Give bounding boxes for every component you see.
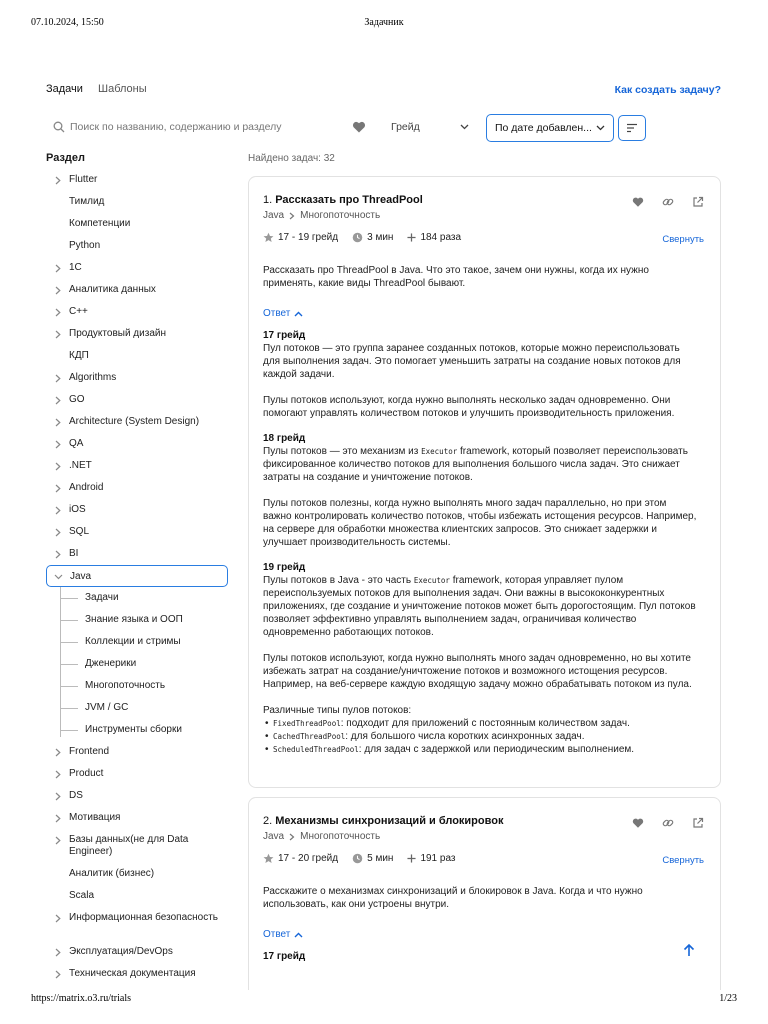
sidebar-item-label: Architecture (System Design): [69, 416, 200, 427]
sidebar-chevron: [46, 174, 69, 186]
chevron-right-icon: [55, 396, 61, 405]
answer-paragraph: Пулы потоков используют, когда нужно выполнять много задач одновременно, но вы хотите избежать затрат на создание/уничтожение потоков и возможного истощения ресурсов. Например, на веб-сервере каждую входящую задачу можно обрабатывать потоком из пула.: [263, 653, 692, 690]
task-card: [248, 797, 721, 990]
task-title-text: Рассказать про ThreadPool: [275, 194, 423, 206]
sidebar-chevron: [46, 768, 69, 780]
task-card: [248, 176, 721, 788]
sidebar-chevron: [46, 912, 69, 924]
sidebar-item-информационная-безопасность[interactable]: [46, 907, 228, 941]
task-time: 3 мин: [367, 232, 394, 243]
sidebar-chevron: [46, 262, 69, 274]
answer-grade-17: [263, 329, 697, 420]
print-page-number: 1/23: [719, 993, 737, 1004]
pool-types-list: [263, 717, 697, 756]
sidebar-item-аналитик-бизнес[interactable]: [46, 863, 228, 885]
sidebar-item-label: BI: [69, 548, 79, 559]
chevron-right-icon: [55, 418, 61, 427]
sidebar-item-техническая-документация[interactable]: [46, 963, 228, 985]
sidebar-item-android[interactable]: [46, 477, 228, 499]
sidebar-chevron: [46, 968, 69, 980]
chevron-down-icon: [596, 125, 605, 131]
sidebar-title: Раздел: [46, 152, 85, 164]
sidebar-item-label: Тимлид: [69, 196, 105, 207]
list-item-text: : для большого числа коротких асинхронных задач.: [345, 731, 585, 742]
answer-paragraph: Пулы потоков используют, когда нужно выполнять несколько задач одновременно. Они помогают управлять количеством потоков и улучшить производительность приложения.: [263, 395, 675, 419]
sidebar-chevron: [46, 350, 69, 362]
answer-toggle-label: Ответ: [263, 308, 291, 319]
sidebar-chevron: [46, 504, 69, 516]
sort-icon: [626, 123, 638, 133]
grade-heading: 19 грейд: [263, 562, 306, 573]
sidebar-item-python[interactable]: [46, 235, 228, 257]
breadcrumb-lang[interactable]: Java: [263, 831, 285, 842]
sidebar-item-go[interactable]: [46, 389, 228, 411]
chevron-right-icon: [55, 550, 61, 559]
sidebar-item-label: Frontend: [69, 746, 110, 757]
sidebar-item-label: Компетенции: [69, 218, 131, 229]
sidebar-chevron: [46, 460, 69, 472]
sidebar-chevron: [46, 946, 69, 958]
link-icon[interactable]: [662, 817, 674, 829]
sidebar-item-компетенции[interactable]: [46, 213, 228, 235]
sidebar-chevron: [46, 438, 69, 450]
how-to-create-link[interactable]: Как создать задачу?: [614, 84, 721, 96]
sidebar-item-c[interactable]: [46, 301, 228, 323]
chevron-down-icon: [54, 574, 63, 580]
code-inline: FixedThreadPool: [273, 719, 341, 728]
sidebar-item-architecture-system-design[interactable]: [46, 411, 228, 433]
chevron-right-icon: [55, 770, 61, 779]
chevron-right-icon: [55, 792, 61, 801]
sidebar-chevron: [46, 868, 69, 880]
task-question: Расскажите о механизмах синхронизаций и блокировок в Java. Когда и что нужно использовать, как они устроены внутри.: [263, 886, 643, 910]
task-meta: [263, 232, 475, 243]
chevron-right-icon: [55, 462, 61, 471]
chevron-right-icon: [55, 914, 61, 923]
sort-select-label: По дате добавлен...: [495, 122, 592, 134]
task-grade: 17 - 20 грейд: [278, 853, 339, 864]
breadcrumb-topic[interactable]: Многопоточность: [300, 210, 381, 221]
task-title[interactable]: [263, 815, 503, 827]
sidebar-item-sql[interactable]: [46, 521, 228, 543]
answer-grade-17: [263, 950, 697, 963]
sort-select[interactable]: [486, 114, 614, 142]
sidebar-chevron: [46, 812, 69, 824]
chevron-right-icon: [55, 440, 61, 449]
chevron-right-icon: [55, 484, 61, 493]
sidebar-chevron: [46, 328, 69, 340]
breadcrumb-topic[interactable]: Многопоточность: [300, 831, 381, 842]
sidebar-chevron: [46, 284, 69, 296]
task-time: 5 мин: [367, 853, 394, 864]
top-tabs: [46, 83, 159, 95]
sidebar-item-algorithms[interactable]: [46, 367, 228, 389]
task-views: 191 раз: [420, 853, 456, 864]
task-question: Рассказать про ThreadPool в Java. Что это такое, зачем они нужны, когда их нужно применять, какие виды ThreadPool бывают.: [263, 265, 649, 289]
task-actions: [632, 196, 704, 208]
print-footer: [0, 993, 768, 1007]
sidebar-subitem[interactable]: Инструменты сборки: [46, 719, 228, 741]
sidebar-item-qa[interactable]: [46, 433, 228, 455]
sidebar-chevron: [46, 482, 69, 494]
collapse-button[interactable]: Свернуть: [662, 855, 704, 866]
search-input[interactable]: [70, 121, 340, 133]
sidebar: [46, 169, 228, 985]
sidebar-item-label: GO: [69, 394, 85, 405]
code-inline: CachedThreadPool: [273, 732, 346, 741]
sidebar-item-label: Python: [69, 240, 101, 251]
sidebar-item-label: Мотивация: [69, 812, 121, 823]
sidebar-item-label: Базы данных(не для Data Engineer): [69, 834, 189, 857]
sidebar-item-эксплуатация-devops[interactable]: [46, 941, 228, 963]
sidebar-chevron: [46, 834, 69, 846]
sidebar-chevron: [46, 394, 69, 406]
chevron-right-icon: [289, 212, 295, 220]
chevron-right-icon: [55, 286, 61, 295]
task-number: 2.: [263, 815, 273, 827]
chevron-right-icon: [55, 330, 61, 339]
sidebar-chevron: [46, 196, 69, 208]
sidebar-item-label: КДП: [69, 350, 89, 361]
tab-templates[interactable]: Шаблоны: [98, 83, 147, 95]
sidebar-item-net[interactable]: [46, 455, 228, 477]
sidebar-item-product[interactable]: [46, 763, 228, 785]
chevron-right-icon: [289, 833, 295, 841]
search-icon: [53, 121, 65, 133]
answer-text: Пулы потоков — это механизм из: [263, 446, 422, 457]
answer-paragraph: [263, 574, 697, 639]
sidebar-item-label: Продуктовый дизайн: [69, 328, 166, 339]
sidebar-item-label: Аналитика данных: [69, 284, 156, 295]
scroll-to-top-icon[interactable]: [682, 943, 696, 957]
link-icon[interactable]: [662, 196, 674, 208]
sidebar-chevron: [46, 890, 69, 902]
sidebar-chevron: [46, 240, 69, 252]
task-title-text: Механизмы синхронизаций и блокировок: [275, 815, 504, 827]
collapse-button[interactable]: Свернуть: [662, 234, 704, 245]
sidebar-item-label: Эксплуатация/DevOps: [69, 946, 173, 957]
sidebar-chevron: [46, 218, 69, 230]
task-meta: [263, 853, 470, 864]
sidebar-chevron: [46, 306, 69, 318]
sidebar-item-продуктовый-дизайн[interactable]: [46, 323, 228, 345]
chevron-right-icon: [55, 264, 61, 273]
answer-text: framework, которая управляет пулом переиспользуемых потоков для выполнения задач. Они важны в высококонкурентных приложениях, где создание и уничтожение потоков может быть дорогостоящим. Пул потоков позволяет эффективно управлять выполнением задач, ограничивая количество одновременно работающих потоков.: [263, 575, 696, 638]
code-inline: Executor: [413, 576, 450, 585]
chevron-right-icon: [55, 176, 61, 185]
answer-paragraph: Пулы потоков полезны, когда нужно выполнять много задач параллельно, но при этом важно контролировать количество потоков, чтобы избежать истощения ресурсов. Например, на сервере для обработки множества клиентских запросов. Это снижает задержки и улучшает производительность системы.: [263, 498, 697, 548]
chevron-right-icon: [55, 374, 61, 383]
chevron-right-icon: [55, 528, 61, 537]
sidebar-subitem[interactable]: Дженерики: [46, 653, 228, 675]
chevron-right-icon: [55, 748, 61, 757]
sidebar-item-ds[interactable]: [46, 785, 228, 807]
answer-toggle[interactable]: [263, 929, 303, 940]
sidebar-item-label: Algorithms: [69, 372, 117, 383]
clock-icon: [352, 232, 363, 243]
chevron-up-icon: [294, 311, 303, 317]
sidebar-item-аналитика-данных[interactable]: [46, 279, 228, 301]
sidebar-chevron: [46, 746, 69, 758]
chevron-right-icon: [55, 308, 61, 317]
chevron-up-icon: [294, 932, 303, 938]
list-item-text: : подходит для приложений с постоянным количеством задач.: [340, 718, 630, 729]
sidebar-item-scala[interactable]: [46, 885, 228, 907]
chevron-right-icon: [55, 506, 61, 515]
sidebar-subitem[interactable]: JVM / GC: [46, 697, 228, 719]
sidebar-item-label: iOS: [69, 504, 86, 515]
answer-paragraph: Различные типы пулов потоков:: [263, 705, 412, 716]
sidebar-subitem[interactable]: Коллекции и стримы: [46, 631, 228, 653]
chevron-right-icon: [55, 948, 61, 957]
sidebar-item-label: SQL: [69, 526, 90, 537]
sidebar-item-ios[interactable]: [46, 499, 228, 521]
found-count: Найдено задач: 32: [248, 153, 335, 164]
sidebar-chevron: [46, 416, 69, 428]
task-views: 184 раза: [420, 232, 462, 243]
list-item-text: : для задач с задержкой или периодическим выполнением.: [358, 744, 635, 755]
breadcrumb: [263, 210, 380, 221]
heart-icon[interactable]: [632, 196, 644, 208]
answer-grade-18: [263, 432, 697, 549]
sidebar-item-label: C++: [69, 306, 88, 317]
breadcrumb: [263, 831, 380, 842]
sidebar-chevron: [46, 372, 69, 384]
answer-paragraph: [263, 445, 697, 484]
print-datetime: 07.10.2024, 15:50: [31, 17, 104, 28]
sidebar-item-label: Техническая документация: [69, 968, 196, 979]
list-item: [263, 730, 697, 743]
star-icon: [263, 853, 274, 864]
code-inline: Executor: [421, 447, 458, 456]
print-doc-title: Задачник: [364, 17, 404, 28]
sidebar-item-1с[interactable]: [46, 257, 228, 279]
chevron-right-icon: [55, 814, 61, 823]
tab-tasks[interactable]: Задачи: [46, 83, 83, 95]
clock-icon: [352, 853, 363, 864]
sidebar-item-frontend[interactable]: [46, 741, 228, 763]
sidebar-item-label: 1С: [69, 262, 82, 273]
answer-paragraph: Пул потоков — это группа заранее созданных потоков, которые можно переиспользовать для выполнения задач. Это помогает уменьшить затраты на создание новых потоков для каждой задачи.: [263, 343, 681, 380]
answer-text: framework, который позволяет переиспользовать фиксированное количество потоков для выполнения большого числа задач. Это снижает затраты на создание и уничтожение потоков.: [263, 446, 688, 483]
grade-heading: 18 грейд: [263, 433, 306, 444]
heart-icon[interactable]: [632, 817, 644, 829]
plus-icon: [407, 854, 416, 863]
sidebar-subitem[interactable]: Многопоточность: [46, 675, 228, 697]
list-item: [263, 743, 697, 756]
sidebar-item-label: Product: [69, 768, 104, 779]
sidebar-item-java[interactable]: [46, 565, 228, 587]
external-link-icon[interactable]: [692, 817, 704, 829]
print-header: [0, 17, 768, 31]
task-grade: 17 - 19 грейд: [278, 232, 339, 243]
sidebar-item-label: Java: [70, 571, 92, 582]
sidebar-chevron: [46, 548, 69, 560]
search-bar: [53, 119, 343, 135]
sidebar-item-label: Android: [69, 482, 104, 493]
sidebar-item-тимлид[interactable]: [46, 191, 228, 213]
breadcrumb-lang[interactable]: Java: [263, 210, 285, 221]
star-icon: [263, 232, 274, 243]
sidebar-item-label: Scala: [69, 890, 95, 901]
sidebar-item-label: .NET: [69, 460, 92, 471]
sidebar-chevron: [47, 571, 70, 583]
answer-grade-19: [263, 561, 697, 756]
task-title[interactable]: [263, 194, 423, 206]
print-url: https://matrix.o3.ru/trials: [31, 993, 131, 1004]
sidebar-subitem[interactable]: Задачи: [46, 587, 228, 609]
chevron-down-icon: [460, 124, 469, 130]
sidebar-item-label: Аналитик (бизнес): [69, 868, 155, 879]
list-item: [263, 717, 697, 730]
grade-select[interactable]: [391, 119, 469, 135]
sidebar-item-базы-данных-не-для-data-engineer[interactable]: [46, 829, 228, 863]
sidebar-item-flutter[interactable]: [46, 169, 228, 191]
heart-filter-icon[interactable]: [352, 121, 366, 133]
sidebar-chevron: [46, 526, 69, 538]
sidebar-item-мотивация[interactable]: [46, 807, 228, 829]
task-number: 1.: [263, 194, 273, 206]
sidebar-subitems: [46, 587, 228, 741]
sidebar-item-label: Flutter: [69, 174, 98, 185]
answer-toggle[interactable]: [263, 308, 303, 319]
answer-toggle-label: Ответ: [263, 929, 291, 940]
answer-text: Пулы потоков в Java - это часть: [263, 575, 414, 586]
sidebar-item-label: QA: [69, 438, 84, 449]
sort-order-button[interactable]: [618, 115, 646, 141]
sidebar-subitem[interactable]: Знание языка и ООП: [46, 609, 228, 631]
sidebar-item-label: DS: [69, 790, 83, 801]
sidebar-item-кдп[interactable]: [46, 345, 228, 367]
chevron-right-icon: [55, 836, 61, 845]
code-inline: ScheduledThreadPool: [273, 745, 359, 754]
grade-heading: 17 грейд: [263, 951, 306, 962]
external-link-icon[interactable]: [692, 196, 704, 208]
chevron-right-icon: [55, 970, 61, 979]
grade-select-label: Грейд: [391, 121, 420, 133]
sidebar-item-bi[interactable]: [46, 543, 228, 565]
task-actions: [632, 817, 704, 829]
sidebar-item-label: Информационная безопасность: [69, 912, 219, 923]
grade-heading: 17 грейд: [263, 330, 306, 341]
sidebar-chevron: [46, 790, 69, 802]
plus-icon: [407, 233, 416, 242]
